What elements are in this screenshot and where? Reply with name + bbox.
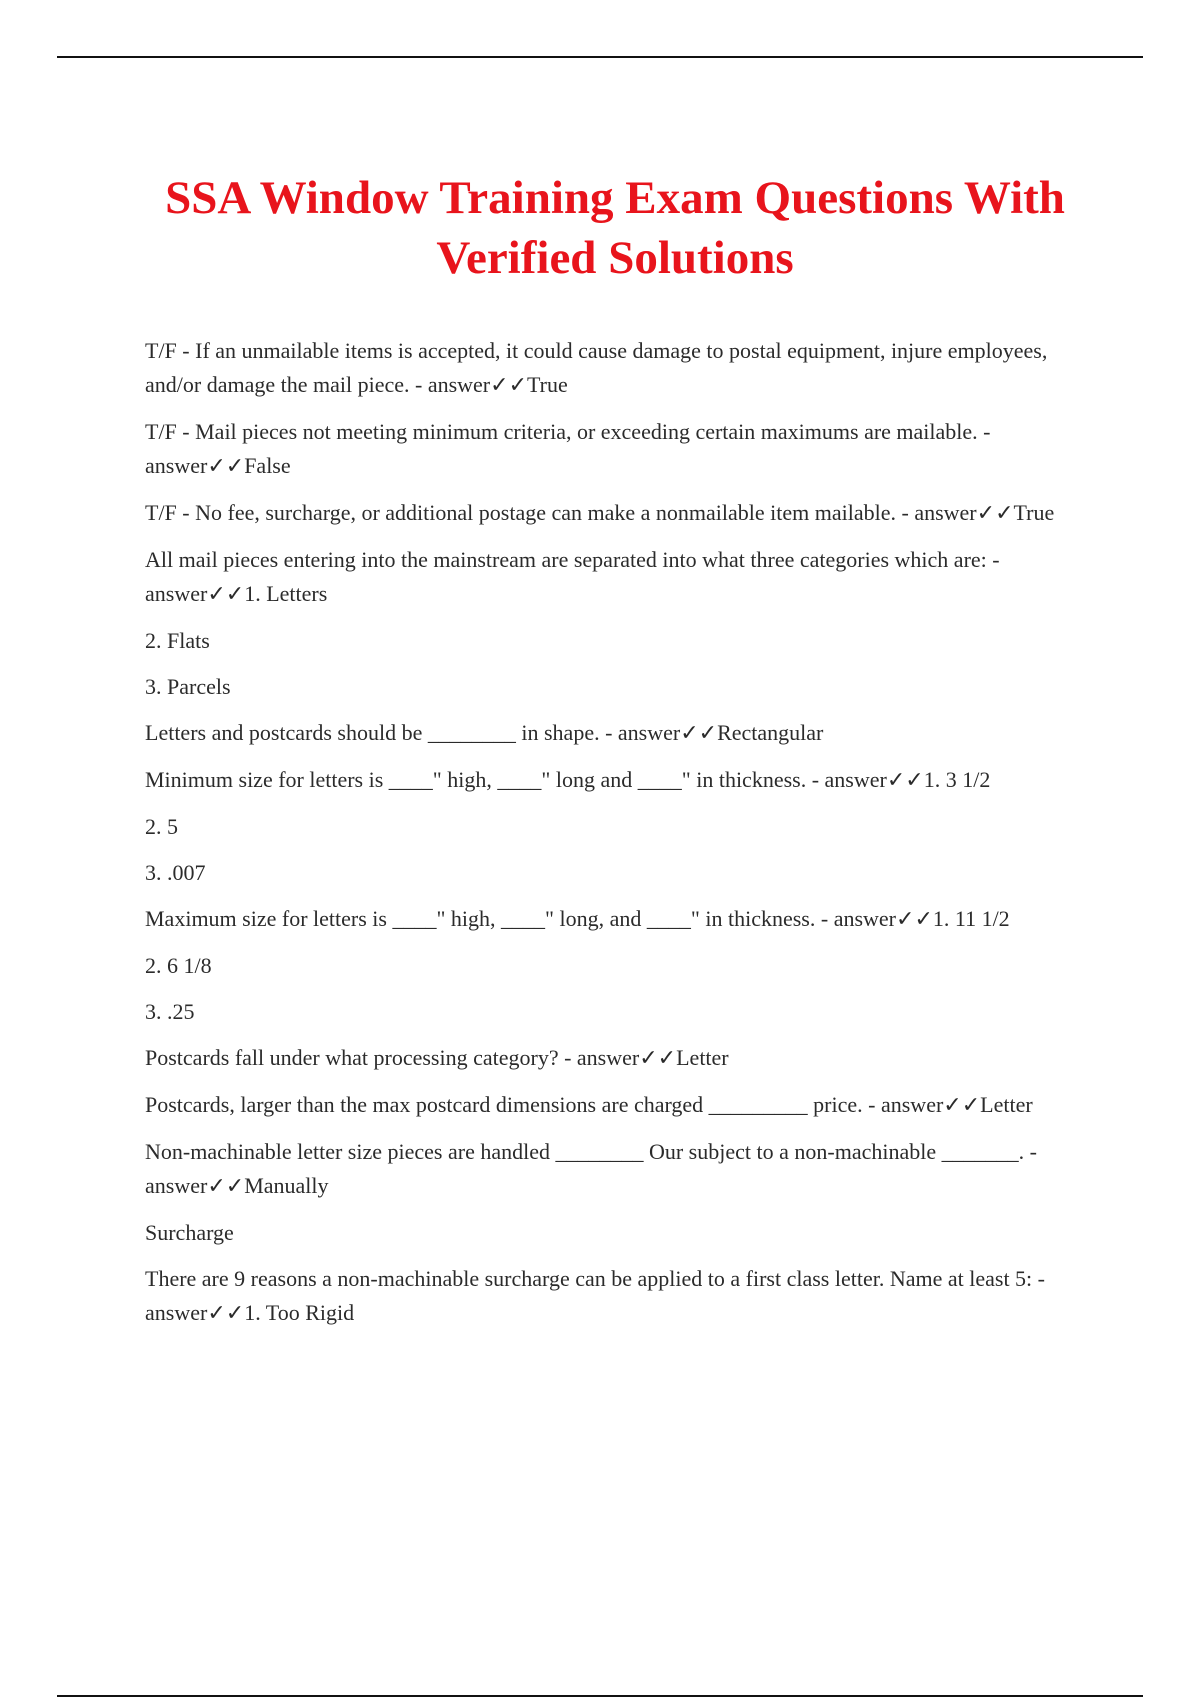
- answer-text: Manually: [244, 1173, 329, 1198]
- list-item-min-thick: 3. .007: [145, 860, 206, 885]
- question-text: T/F - If an unmailable items is accepted, it could cause damage to postal equipment, injure employees, and/or damage the mail piece. -: [145, 338, 1048, 397]
- answer-label: answer: [427, 372, 491, 397]
- answer-text: False: [244, 453, 291, 478]
- check-icon: ✓✓: [886, 768, 924, 793]
- check-icon: ✓✓: [943, 1093, 981, 1118]
- answer-label: answer: [576, 1045, 640, 1070]
- check-icon: ✓✓: [207, 454, 245, 479]
- qa-item-4: [145, 543, 1095, 612]
- question-text: There are 9 reasons a non-machinable surcharge can be applied to a first class letter. Name at least 5: -: [145, 1266, 1045, 1291]
- answer-label: answer: [145, 1173, 208, 1198]
- answer-text: Letter: [676, 1045, 729, 1070]
- question-text: Non-machinable letter size pieces are handled ________ Our subject to a non-machinable _______. -: [145, 1139, 1037, 1164]
- bottom-rule: [57, 1695, 1143, 1697]
- list-item-parcels: 3. Parcels: [145, 674, 231, 699]
- qa-item-5: [145, 716, 1095, 751]
- list-item-max-long: 2. 6 1/8: [145, 953, 212, 978]
- answer-label: answer: [880, 1092, 944, 1117]
- answer-text: 1. Letters: [244, 581, 328, 606]
- qa-item-8: [145, 1041, 1095, 1076]
- qa-item-10: [145, 1135, 1095, 1204]
- list-item-surcharge: Surcharge: [145, 1220, 234, 1245]
- qa-item-2: [145, 415, 1095, 484]
- list-item-max-thick: 3. .25: [145, 999, 195, 1024]
- qa-item-3: [145, 496, 1095, 531]
- question-text: Minimum size for letters is ____" high, ____" long and ____" in thickness. -: [145, 767, 825, 792]
- question-text: Maximum size for letters is ____" high, ____" long, and ____" in thickness. -: [145, 906, 834, 931]
- check-icon: ✓✓: [639, 1046, 677, 1071]
- qa-item-1: [145, 334, 1095, 403]
- answer-label: answer: [824, 767, 887, 792]
- check-icon: ✓✓: [207, 1174, 245, 1199]
- answer-label: answer: [833, 906, 897, 931]
- answer-text: 1. 11 1/2: [932, 906, 1010, 931]
- list-item-min-long: 2. 5: [145, 814, 178, 839]
- question-text: Postcards, larger than the max postcard dimensions are charged _________ price. -: [145, 1092, 881, 1117]
- question-text: T/F - No fee, surcharge, or additional postage can make a nonmailable item mailable. -: [145, 500, 915, 525]
- check-icon: ✓✓: [490, 373, 528, 398]
- answer-label: answer: [617, 720, 681, 745]
- question-text: Letters and postcards should be ________ in shape. -: [145, 720, 618, 745]
- qa-item-9: [145, 1088, 1095, 1123]
- qa-item-6: [145, 763, 1095, 798]
- answer-text: Rectangular: [717, 720, 824, 745]
- answer-label: answer: [145, 581, 208, 606]
- answer-text: Letter: [980, 1092, 1033, 1117]
- top-rule: [57, 56, 1143, 58]
- answer-text: True: [1013, 500, 1055, 525]
- check-icon: ✓✓: [976, 501, 1014, 526]
- page-title: SSA Window Training Exam Questions With Verified Solutions: [165, 172, 1065, 284]
- check-icon: ✓✓: [896, 907, 933, 932]
- list-item-flats: 2. Flats: [145, 628, 210, 653]
- question-text: All mail pieces entering into the mainstream are separated into what three categories which are: -: [145, 547, 1000, 572]
- qa-item-11: [145, 1262, 1095, 1331]
- document-body: [145, 334, 1095, 1343]
- check-icon: ✓✓: [207, 582, 245, 607]
- answer-text: 1. 3 1/2: [923, 767, 991, 792]
- question-text: T/F - Mail pieces not meeting minimum criteria, or exceeding certain maximums are mailable. -: [145, 419, 991, 444]
- check-icon: ✓✓: [207, 1301, 245, 1326]
- question-text: Postcards fall under what processing category? -: [145, 1045, 577, 1070]
- answer-label: answer: [145, 1300, 208, 1325]
- answer-label: answer: [914, 500, 977, 525]
- qa-item-7: [145, 902, 1095, 937]
- answer-text: 1. Too Rigid: [244, 1300, 355, 1325]
- answer-label: answer: [145, 453, 208, 478]
- check-icon: ✓✓: [680, 721, 718, 746]
- answer-text: True: [527, 372, 568, 397]
